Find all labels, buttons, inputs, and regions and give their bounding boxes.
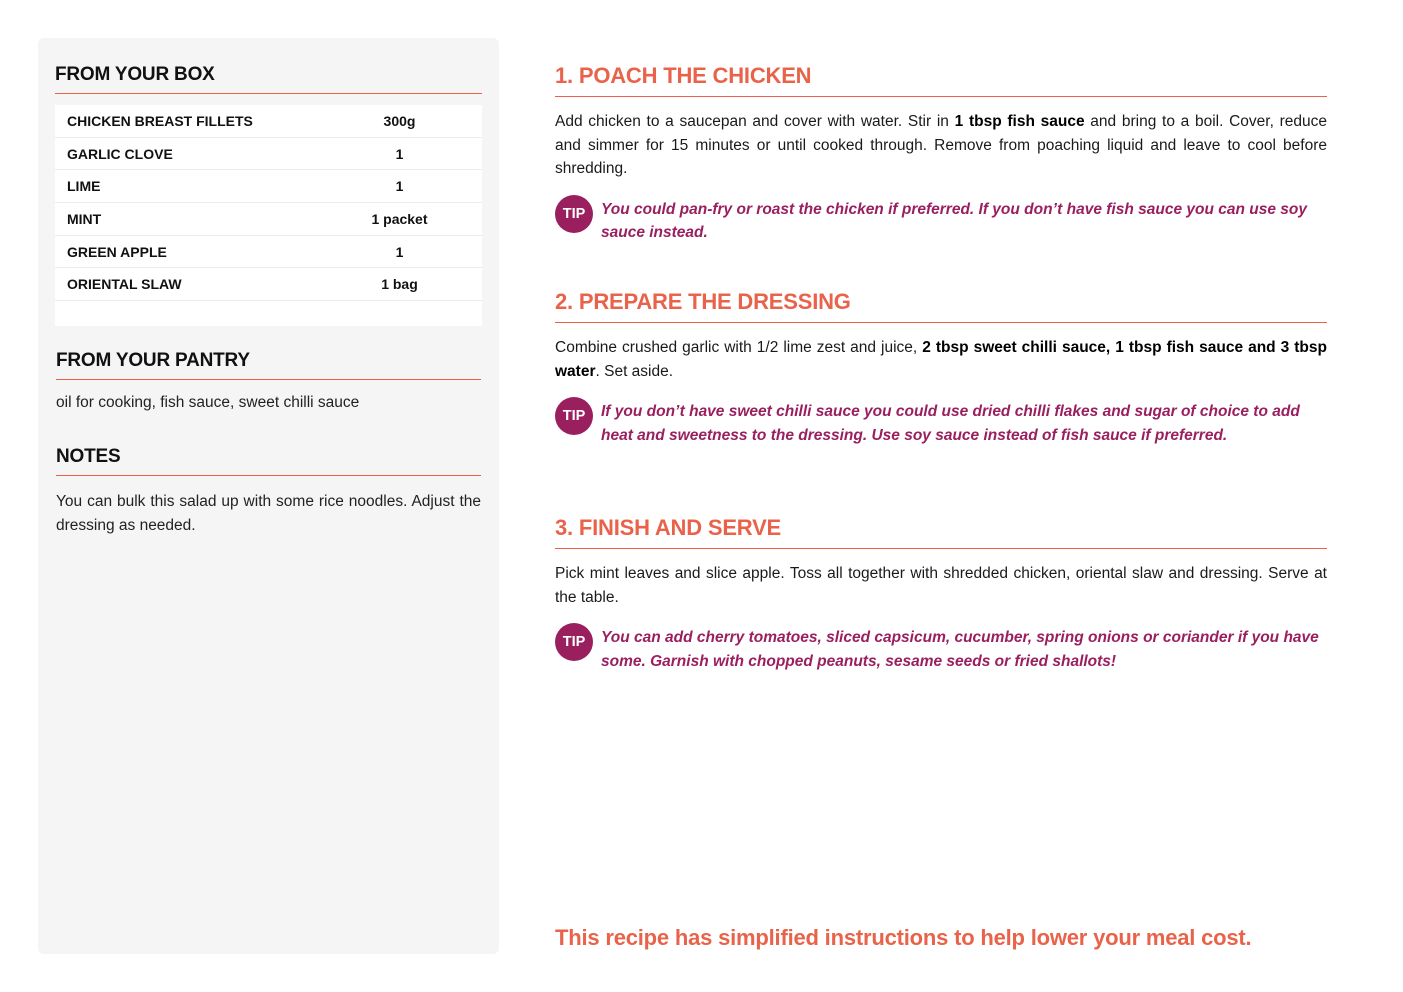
heading-divider: [55, 93, 482, 94]
heading-divider: [56, 475, 481, 476]
ingredients-panel: [38, 38, 499, 954]
tip-badge: TIP: [555, 397, 593, 435]
step-instructions: [555, 562, 1327, 609]
step-title: 3. FINISH AND SERVE: [555, 515, 782, 540]
ingredient-qty: 1 packet: [371, 210, 428, 227]
table-row: [55, 105, 482, 138]
ingredient-qty: 1: [395, 178, 404, 195]
table-row: [55, 268, 482, 301]
ingredient-qty: 1: [395, 243, 404, 260]
from-your-box-heading: FROM YOUR BOX: [55, 64, 215, 85]
table-row: [55, 203, 482, 236]
table-row: [55, 138, 482, 171]
notes-section: [56, 446, 481, 537]
step-instructions: [555, 336, 1327, 383]
ingredient-name: GARLIC CLOVE: [67, 145, 173, 162]
notes-heading: NOTES: [56, 446, 121, 467]
tip-text: You can add cherry tomatoes, sliced capsicum, cucumber, spring onions or coriander if you have some. Garnish with chopped peanuts, sesame seeds or fried shallots!: [601, 629, 1319, 670]
tip-badge: TIP: [555, 195, 593, 233]
table-row: [55, 236, 482, 269]
ingredient-name: ORIENTAL SLAW: [67, 276, 182, 293]
step-divider: [555, 548, 1327, 549]
pantry-items-text: oil for cooking, fish sauce, sweet chilli sauce: [56, 394, 360, 411]
step-divider: [555, 322, 1327, 323]
instruction-bold-text: 2 tbsp sweet chilli sauce, 1 tbsp fish sauce and 3 tbsp water: [555, 339, 1327, 380]
table-row: [55, 170, 482, 203]
instruction-text: Combine crushed garlic with 1/2 lime zest and juice,: [555, 339, 923, 356]
ingredient-qty: 1 bag: [381, 276, 418, 293]
ingredients-table: [55, 105, 482, 326]
from-your-box-section: [55, 64, 482, 326]
tip-text: If you don’t have sweet chilli sauce you could use dried chilli flakes and sugar of choice to add heat and sweetness to the dressing. Use soy sauce instead of fish sauce if preferred.: [601, 403, 1300, 444]
step-instructions: [555, 110, 1327, 181]
ingredient-name: GREEN APPLE: [67, 243, 167, 260]
ingredient-qty: 1: [395, 145, 404, 162]
tip-badge: TIP: [555, 623, 593, 661]
ingredient-name: CHICKEN BREAST FILLETS: [67, 112, 253, 129]
tip: [555, 626, 1327, 673]
step-prepare-dressing: [555, 288, 1327, 514]
method-steps: [555, 62, 1327, 673]
ingredient-qty: 300g: [383, 112, 416, 129]
notes-text: You can bulk this salad up with some rice noodles. Adjust the dressing as needed.: [56, 493, 481, 534]
instruction-text: . Set aside.: [595, 362, 674, 380]
step-poach-chicken: [555, 62, 1327, 288]
instruction-text: and bring to a boil. Cover, reduce and simmer for 15 minutes or until cooked through. Remove from poaching liquid and leave to cool before shredding.: [555, 113, 1327, 177]
ingredient-name: MINT: [67, 210, 102, 227]
instruction-bold-text: 1 tbsp fish sauce: [954, 113, 1085, 130]
step-title: 1. POACH THE CHICKEN: [555, 63, 812, 88]
instruction-text: Pick mint leaves and slice apple. Toss all together with shredded chicken, oriental slaw and dressing. Serve at the table.: [555, 565, 1327, 606]
footer-note: This recipe has simplified instructions to help lower your meal cost.: [555, 925, 1252, 950]
ingredient-name: LIME: [67, 178, 101, 195]
step-title: 2. PREPARE THE DRESSING: [555, 289, 851, 314]
tip-text: You could pan-fry or roast the chicken if preferred. If you don’t have fish sauce you can use soy sauce instead.: [601, 200, 1307, 241]
step-finish-and-serve: [555, 514, 1327, 673]
from-your-pantry-section: [56, 350, 481, 412]
tip: [555, 400, 1327, 447]
heading-divider: [56, 379, 481, 380]
from-your-pantry-heading: FROM YOUR PANTRY: [56, 350, 250, 371]
instruction-text: Add chicken to a saucepan and cover with water. Stir in: [555, 113, 955, 130]
step-divider: [555, 96, 1327, 97]
tip: [555, 198, 1327, 245]
